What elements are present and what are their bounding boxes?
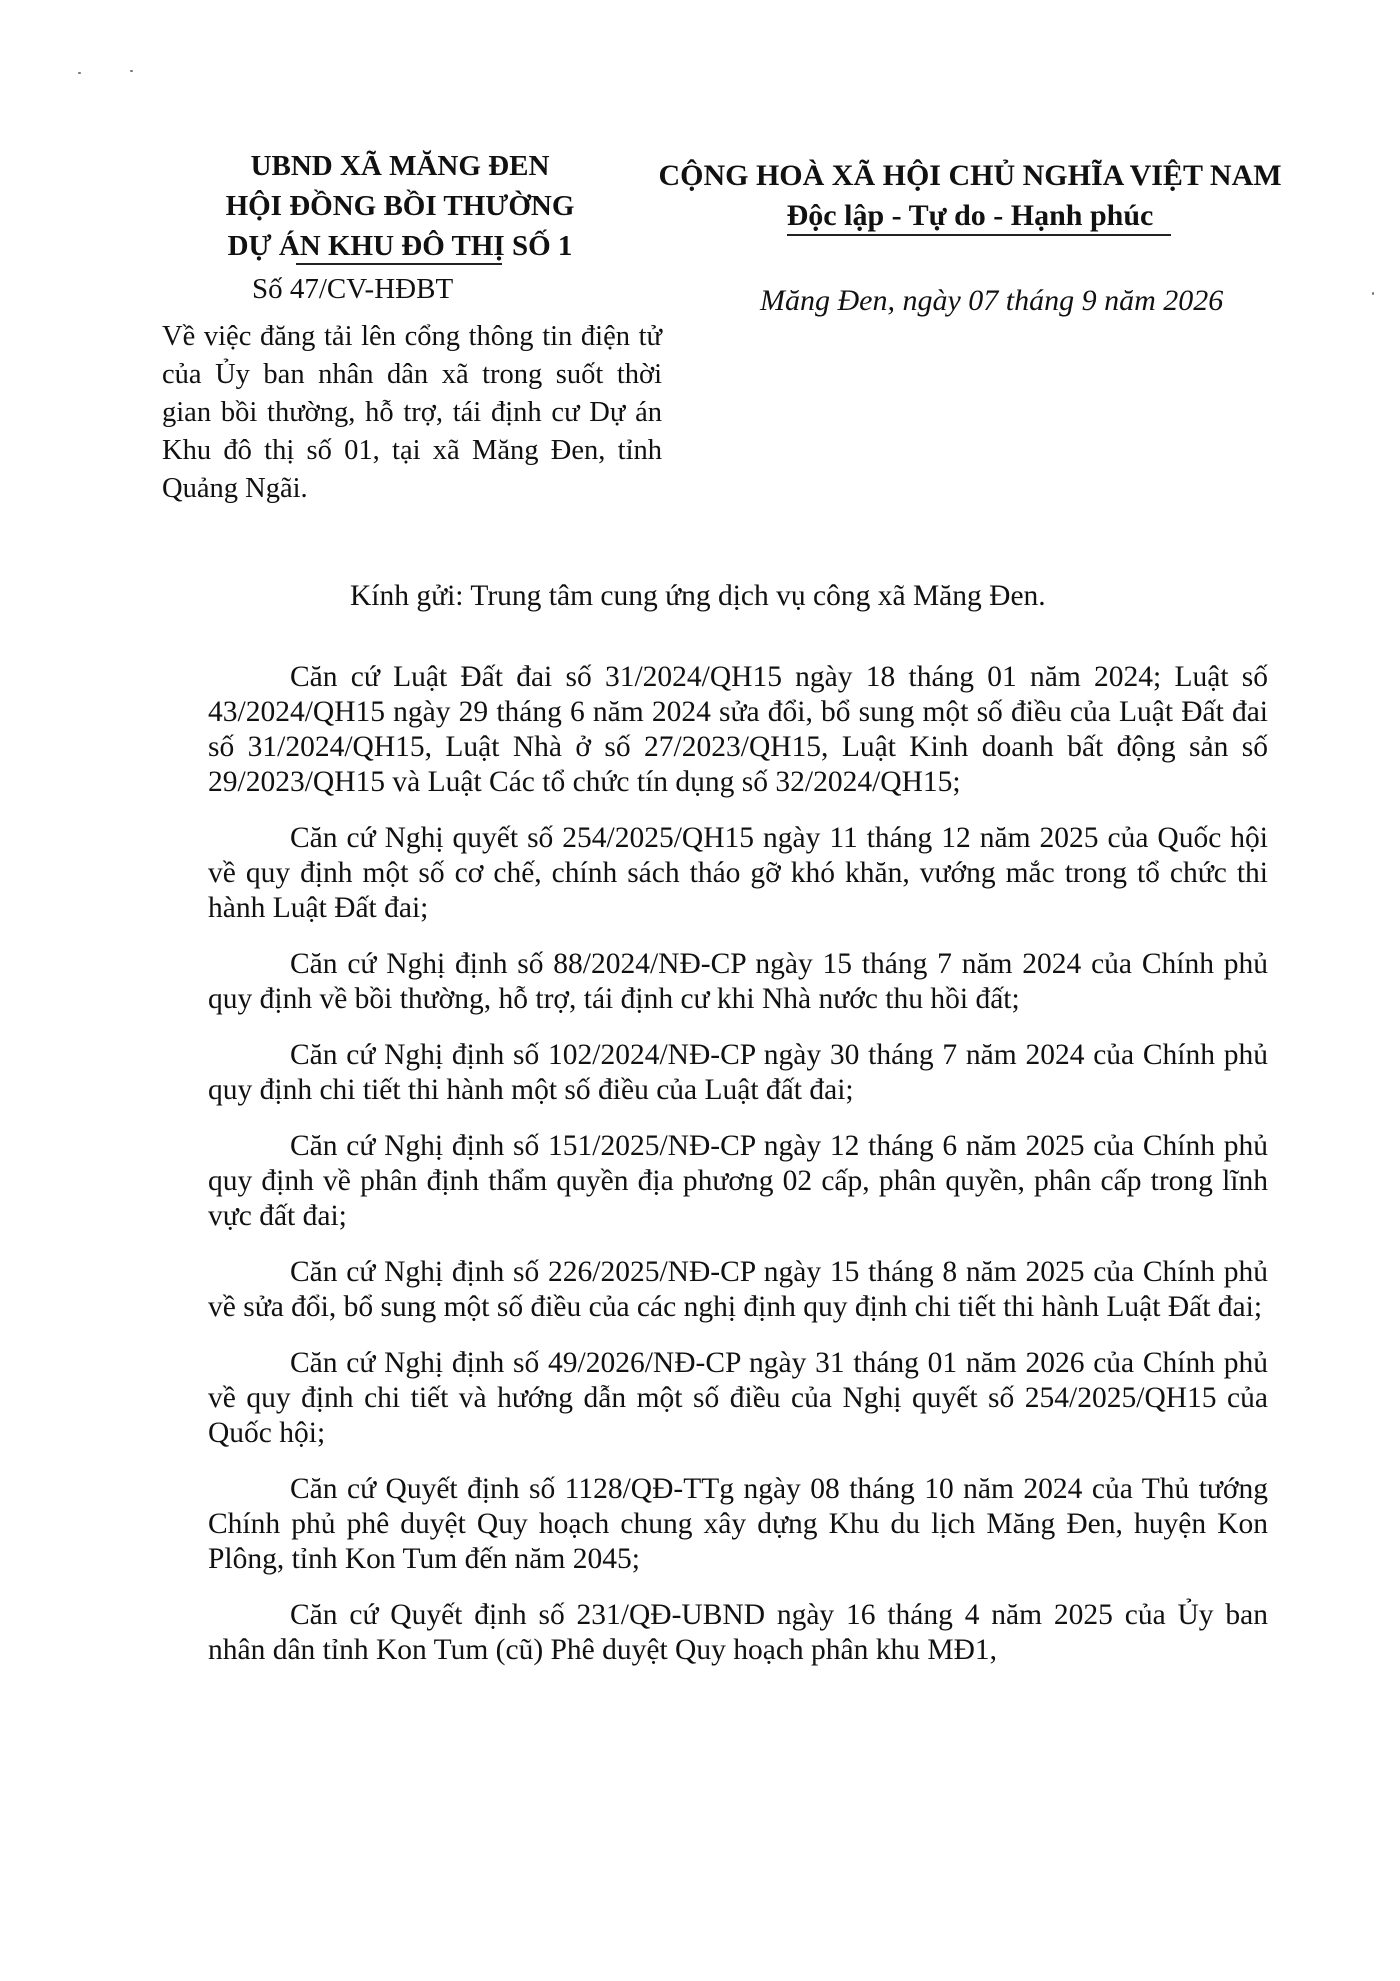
scan-speck (130, 70, 133, 72)
legal-basis-paragraph: Căn cứ Luật Đất đai số 31/2024/QH15 ngày 18 tháng 01 năm 2024; Luật số 43/2024/QH15 ngày 29 tháng 6 năm 2024 sửa đổi, bổ sung một số điều của Luật Đất đai số 31/2024/QH15, Luật Nhà ở số 27/2023/QH15, Luật Kinh doanh bất động sản số 29/2023/QH15 và Luật Các tổ chức tín dụng số 32/2024/QH15; (208, 661, 1268, 798)
agency-line-1: UBND XÃ MĂNG ĐEN (250, 150, 550, 182)
motto-text: Độc lập - Tự do - Hạnh phúc (786, 199, 1154, 232)
legal-basis-paragraph: Căn cứ Quyết định số 231/QĐ-UBND ngày 16 tháng 4 năm 2025 của Ủy ban nhân dân tỉnh Kon Tum (cũ) Phê duyệt Quy hoạch phân khu MĐ1, (208, 1599, 1268, 1666)
place-and-date: Măng Đen, ngày 07 tháng 9 năm 2026 (760, 284, 1224, 317)
legal-basis-paragraph: Căn cứ Nghị định số 151/2025/NĐ-CP ngày 12 tháng 6 năm 2025 của Chính phủ quy định về phân định thẩm quyền địa phương 02 cấp, phân quyền, phân cấp trong lĩnh vực đất đai; (208, 1130, 1268, 1232)
motto-underline (787, 234, 1172, 236)
legal-basis-paragraph: Căn cứ Nghị định số 226/2025/NĐ-CP ngày 15 tháng 8 năm 2025 của Chính phủ về sửa đổi, bổ sung một số điều của các nghị định quy định chi tiết thi hành Luật Đất đai; (208, 1256, 1268, 1323)
agency-line-3-text: DỰ ÁN KHU ĐÔ THỊ SỐ 1 (227, 230, 573, 262)
document-subject: Về việc đăng tải lên cổng thông tin điện tử của Ủy ban nhân dân xã trong suốt thời gian bồi thường, hỗ trợ, tái định cư Dự án Khu đô thị số 01, tại xã Măng Đen, tỉnh Quảng Ngãi. (162, 321, 662, 504)
agency-line-2: HỘI ĐỒNG BỒI THƯỜNG (225, 190, 575, 222)
national-title: CỘNG HOÀ XÃ HỘI CHỦ NGHĨA VIỆT NAM (658, 159, 1282, 192)
recipient-line: Kính gửi: Trung tâm cung ứng dịch vụ công xã Măng Đen. (350, 580, 1046, 612)
scan-speck (1372, 292, 1374, 295)
legal-basis-paragraph: Căn cứ Nghị định số 88/2024/NĐ-CP ngày 15 tháng 7 năm 2024 của Chính phủ quy định về bồi thường, hỗ trợ, tái định cư khi Nhà nước thu hồi đất; (208, 948, 1268, 1015)
document-body (208, 660, 1268, 1689)
document-number: Số 47/CV-HĐBT (252, 273, 454, 305)
agency-line-3 (228, 226, 573, 266)
issuing-agency-header (175, 146, 625, 266)
legal-basis-paragraph: Căn cứ Quyết định số 1128/QĐ-TTg ngày 08 tháng 10 năm 2024 của Thủ tướng Chính phủ phê duyệt Quy hoạch chung xây dựng Khu du lịch Măng Đen, huyện Kon Plông, tỉnh Kon Tum đến năm 2045; (208, 1473, 1268, 1575)
legal-basis-paragraph: Căn cứ Nghị định số 49/2026/NĐ-CP ngày 31 tháng 01 năm 2026 của Chính phủ về quy định chi tiết và hướng dẫn một số điều của Nghị quyết số 254/2025/QH15 của Quốc hội; (208, 1347, 1268, 1449)
legal-basis-paragraph: Căn cứ Nghị quyết số 254/2025/QH15 ngày 11 tháng 12 năm 2025 của Quốc hội về quy định một số cơ chế, chính sách tháo gỡ khó khăn, vướng mắc trong tổ chức thi hành Luật Đất đai; (208, 822, 1268, 924)
scan-speck (78, 72, 81, 74)
agency-underline (296, 263, 503, 265)
legal-basis-paragraph: Căn cứ Nghị định số 102/2024/NĐ-CP ngày 30 tháng 7 năm 2024 của Chính phủ quy định chi tiết thi hành một số điều của Luật đất đai; (208, 1039, 1268, 1106)
national-motto (787, 196, 1154, 236)
national-header (635, 156, 1305, 236)
